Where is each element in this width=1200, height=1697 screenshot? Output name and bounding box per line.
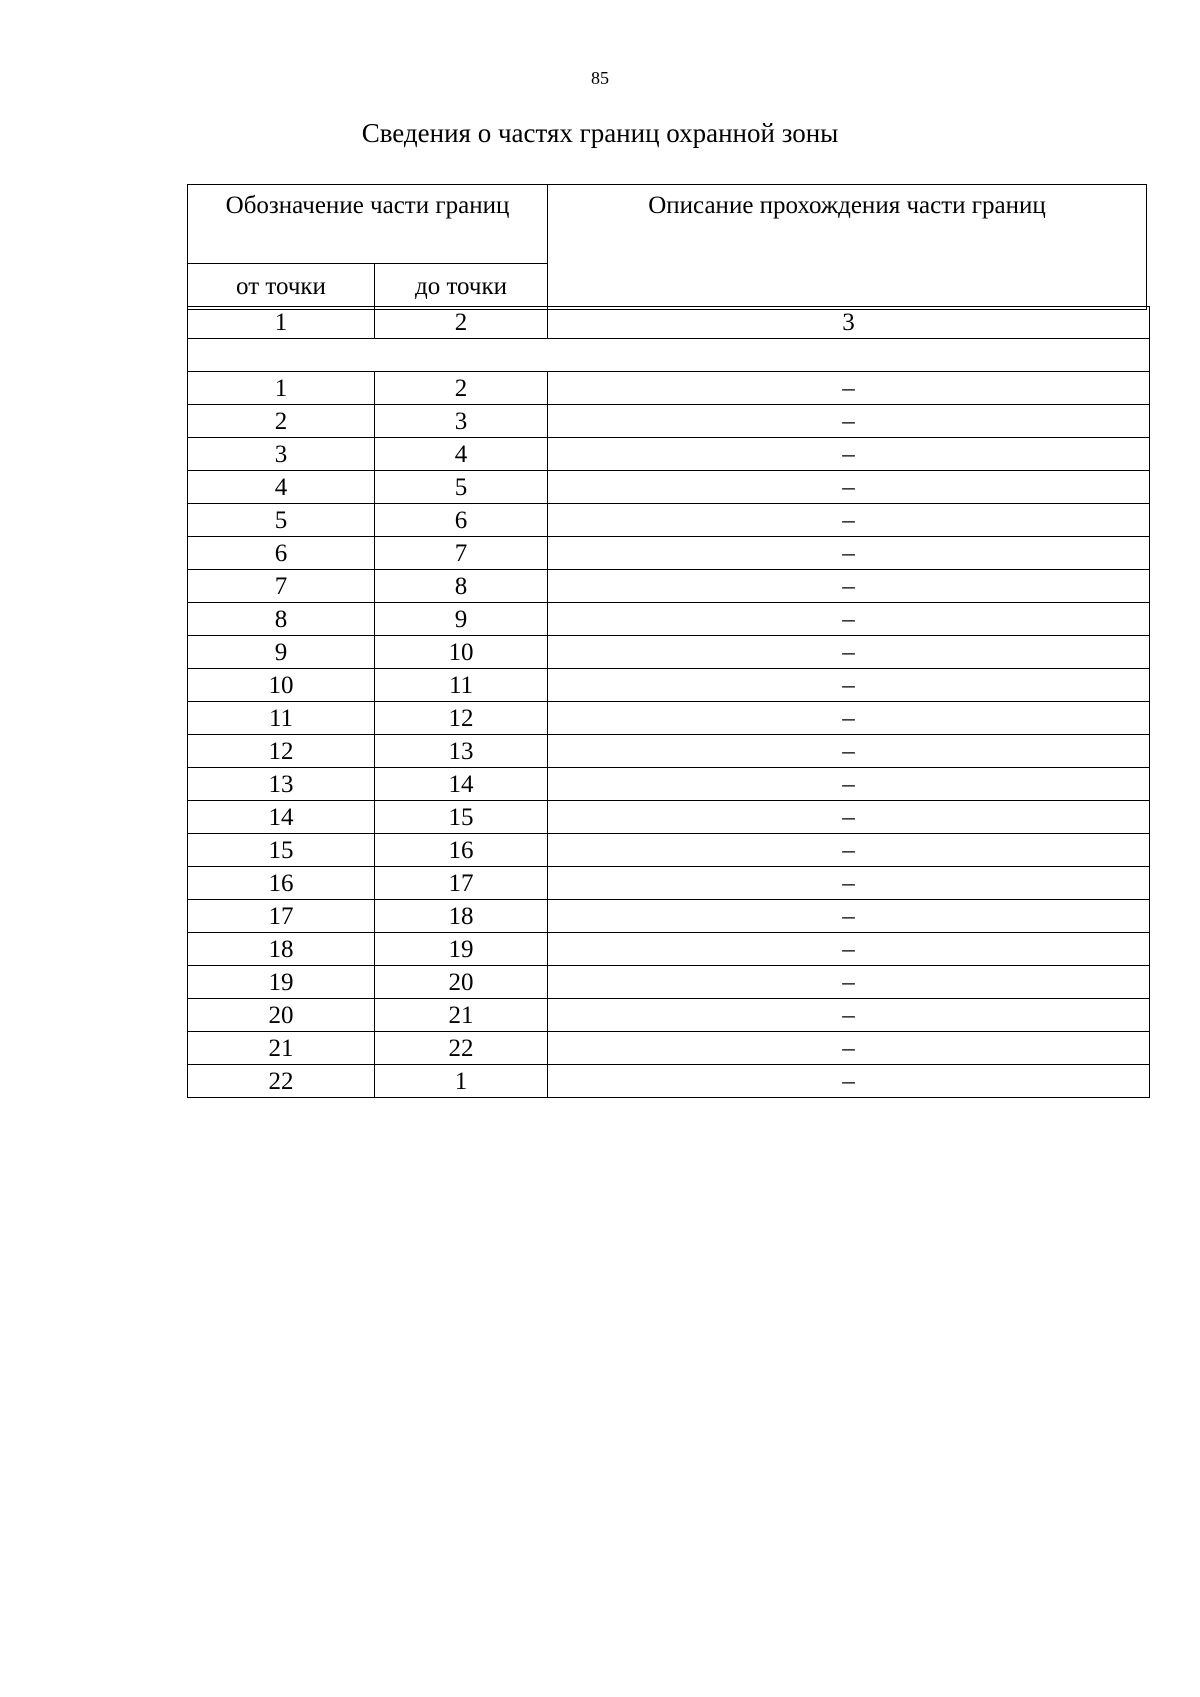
to-point-cell: 3 <box>375 405 548 438</box>
description-cell: – <box>548 1065 1150 1098</box>
from-point-cell: 1 <box>188 372 375 405</box>
from-point-cell: 8 <box>188 603 375 636</box>
table-row <box>188 834 1150 867</box>
boundary-part-designation-header: Обозначение части границ <box>188 185 548 264</box>
to-point-cell: 20 <box>375 966 548 999</box>
to-point-cell: 14 <box>375 768 548 801</box>
to-point-cell: 4 <box>375 438 548 471</box>
table-row <box>188 570 1150 603</box>
description-cell: – <box>548 966 1150 999</box>
page-number: 85 <box>591 68 609 88</box>
table-row <box>188 372 1150 405</box>
description-cell: – <box>548 372 1150 405</box>
description-cell: – <box>548 405 1150 438</box>
description-cell: – <box>548 1032 1150 1065</box>
description-cell: – <box>548 999 1150 1032</box>
from-point-cell: 5 <box>188 504 375 537</box>
to-point-cell: 1 <box>375 1065 548 1098</box>
to-point-cell: 21 <box>375 999 548 1032</box>
table-row <box>188 603 1150 636</box>
to-point-cell: 15 <box>375 801 548 834</box>
description-cell: – <box>548 669 1150 702</box>
table-row <box>188 801 1150 834</box>
header-table <box>187 184 1147 310</box>
description-cell: – <box>548 933 1150 966</box>
from-point-cell: 22 <box>188 1065 375 1098</box>
from-point-cell: 15 <box>188 834 375 867</box>
page-title: Сведения о частях границ охранной зоны <box>361 118 839 148</box>
table-row <box>188 768 1150 801</box>
column-number-cell: 2 <box>375 307 548 339</box>
table-row <box>188 867 1150 900</box>
header-row <box>188 185 1147 264</box>
boundary-part-description-header: Описание прохождения части границ <box>548 185 1147 310</box>
table-row <box>188 669 1150 702</box>
table-row <box>188 933 1150 966</box>
table-row <box>188 1065 1150 1098</box>
table-row <box>188 900 1150 933</box>
from-point-cell: 11 <box>188 702 375 735</box>
description-cell: – <box>548 801 1150 834</box>
to-point-cell: 2 <box>375 372 548 405</box>
table-row <box>188 1032 1150 1065</box>
table-row <box>188 537 1150 570</box>
to-point-cell: 13 <box>375 735 548 768</box>
description-cell: – <box>548 735 1150 768</box>
from-point-cell: 6 <box>188 537 375 570</box>
description-cell: – <box>548 603 1150 636</box>
from-point-cell: 19 <box>188 966 375 999</box>
table-row <box>188 504 1150 537</box>
to-point-cell: 10 <box>375 636 548 669</box>
description-cell: – <box>548 834 1150 867</box>
to-point-cell: 9 <box>375 603 548 636</box>
column-number-cell: 1 <box>188 307 375 339</box>
from-point-cell: 7 <box>188 570 375 603</box>
from-point-cell: 17 <box>188 900 375 933</box>
from-point-cell: 13 <box>188 768 375 801</box>
boundary-parts-table <box>187 306 1150 1098</box>
from-point-cell: 9 <box>188 636 375 669</box>
table-row <box>188 966 1150 999</box>
description-cell: – <box>548 438 1150 471</box>
description-cell: – <box>548 900 1150 933</box>
description-cell: – <box>548 471 1150 504</box>
to-point-cell: 22 <box>375 1032 548 1065</box>
to-point-cell: 7 <box>375 537 548 570</box>
to-point-cell: 18 <box>375 900 548 933</box>
table-row <box>188 471 1150 504</box>
from-point-cell: 4 <box>188 471 375 504</box>
section-cell <box>188 339 1150 372</box>
to-point-cell: 8 <box>375 570 548 603</box>
table-row <box>188 702 1150 735</box>
from-point-cell: 2 <box>188 405 375 438</box>
column-number-cell: 3 <box>548 307 1150 339</box>
description-cell: – <box>548 537 1150 570</box>
table-body <box>188 307 1150 1098</box>
to-point-cell: 16 <box>375 834 548 867</box>
table-row <box>188 735 1150 768</box>
table-row <box>188 636 1150 669</box>
from-point-cell: 12 <box>188 735 375 768</box>
description-cell: – <box>548 570 1150 603</box>
table-row <box>188 405 1150 438</box>
to-point-header: до точки <box>375 264 548 310</box>
description-cell: – <box>548 702 1150 735</box>
from-point-cell: 21 <box>188 1032 375 1065</box>
from-point-header: от точки <box>188 264 375 310</box>
to-point-cell: 12 <box>375 702 548 735</box>
from-point-cell: 10 <box>188 669 375 702</box>
description-cell: – <box>548 768 1150 801</box>
to-point-cell: 19 <box>375 933 548 966</box>
description-cell: – <box>548 636 1150 669</box>
description-cell: – <box>548 504 1150 537</box>
from-point-cell: 18 <box>188 933 375 966</box>
section-row <box>188 339 1150 372</box>
from-point-cell: 16 <box>188 867 375 900</box>
column-number-row <box>188 307 1150 339</box>
description-cell: – <box>548 867 1150 900</box>
to-point-cell: 6 <box>375 504 548 537</box>
to-point-cell: 5 <box>375 471 548 504</box>
from-point-cell: 14 <box>188 801 375 834</box>
from-point-cell: 20 <box>188 999 375 1032</box>
from-point-cell: 3 <box>188 438 375 471</box>
to-point-cell: 17 <box>375 867 548 900</box>
to-point-cell: 11 <box>375 669 548 702</box>
table-row <box>188 438 1150 471</box>
table-row <box>188 999 1150 1032</box>
